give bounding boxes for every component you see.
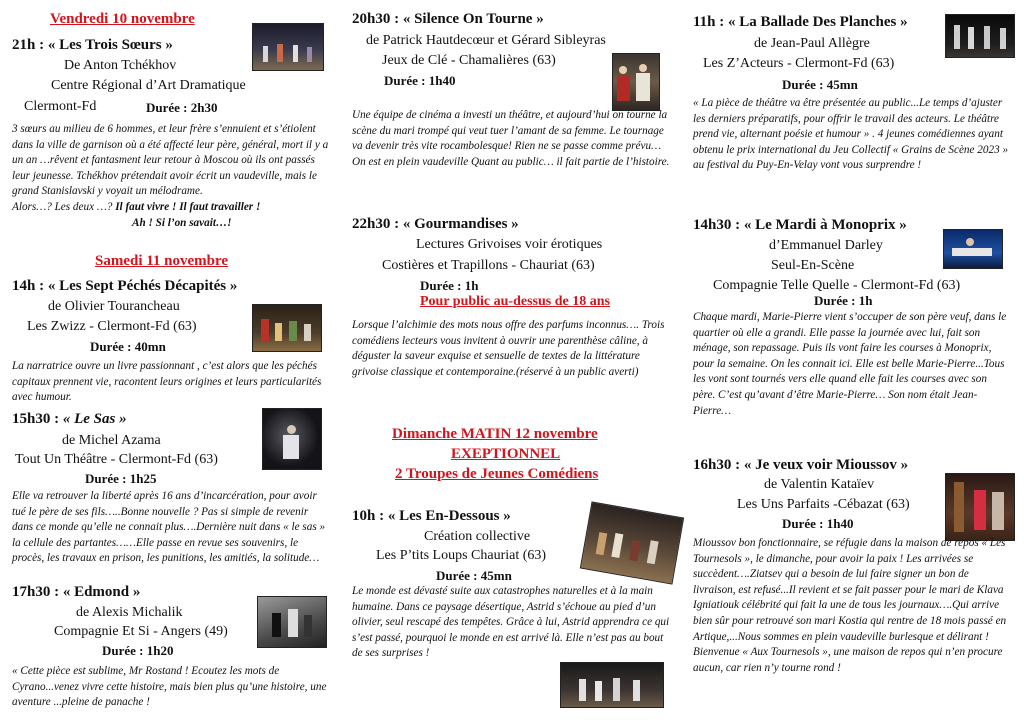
show-title: 17h30 : « Edmond » bbox=[12, 584, 141, 600]
show-company: Les Zwizz - Clermont-Fd (63) bbox=[27, 319, 197, 334]
show-author: de Patrick Hautdecœur et Gérard Sibleyras bbox=[366, 33, 606, 48]
show-company: Tout Un Théâtre - Clermont-Fd (63) bbox=[15, 452, 218, 467]
show-title: 14h30 : « Le Mardi à Monoprix » bbox=[693, 217, 907, 233]
photo-edmond bbox=[257, 596, 327, 648]
show-title: 14h : « Les Sept Péchés Décapités » bbox=[12, 278, 238, 294]
show-company: Centre Régional d’Art Dramatique bbox=[51, 78, 246, 93]
show-subtitle: Seul-En-Scène bbox=[771, 258, 855, 273]
show-company: Jeux de Clé - Chamalières (63) bbox=[382, 53, 556, 68]
show-subtitle: Création collective bbox=[424, 529, 531, 544]
show-duration: Durée : 40mn bbox=[90, 339, 166, 354]
photo-sept-peches bbox=[252, 304, 322, 352]
show-author: de Jean-Paul Allègre bbox=[754, 36, 870, 51]
photo-silence-on-tourne bbox=[612, 53, 660, 111]
show-description: Elle va retrouver la liberté après 16 ans d’incarcération, pour avoir tué le père de ses fils…..Bonne nouvelle ? Pas si simple de revenir dans ce monde qu’elle ne connait plus….Dernière nuit dans « le sas » la cellule des partantes……Elle passe en revue ses souvenirs, le procès, les travaux en prison, les punitions, les amitiés, la solitude… bbox=[12, 490, 326, 565]
troupes-label: 2 Troupes de Jeunes Comédiens bbox=[395, 466, 599, 482]
show-author: de Valentin Kataïev bbox=[764, 477, 875, 492]
show-duration: Durée : 2h30 bbox=[146, 100, 218, 115]
show-title: 10h : « Les En-Dessous » bbox=[352, 508, 511, 524]
show-title: 15h30 : « Le Sas » bbox=[12, 411, 127, 427]
photo-mardi-monoprix bbox=[943, 229, 1003, 269]
show-description: Une équipe de cinéma a investi un théâtre, et aujourd’hui on tourne la scène du mari trompé qui veut tuer l’amant de sa femme. Le tournage va devenir très vite rocambolesque! Rien ne se passe comme prévu…On est en plein vaudeville Quant au public… il fait partie de l’histoire. bbox=[352, 109, 670, 168]
show-title: 11h : « La Ballade Des Planches » bbox=[693, 14, 908, 30]
exceptional-label: EXEPTIONNEL bbox=[451, 446, 561, 462]
age-warning: Pour public au-dessus de 18 ans bbox=[420, 294, 610, 309]
saturday-header: Samedi 11 novembre bbox=[95, 253, 229, 269]
show-duration: Durée : 1h bbox=[814, 293, 873, 308]
show-duration: Durée : 45mn bbox=[436, 568, 512, 583]
show-company: Compagnie Telle Quelle - Clermont-Fd (63) bbox=[713, 278, 961, 293]
show-duration: Durée : 1h40 bbox=[782, 516, 854, 531]
show-company: Les Uns Parfaits -Cébazat (63) bbox=[737, 497, 910, 512]
show-author: d’Emmanuel Darley bbox=[769, 238, 883, 253]
show-subtitle: Lectures Grivoises voir érotiques bbox=[416, 237, 603, 252]
show-author: de Alexis Michalik bbox=[76, 605, 183, 620]
show-duration: Durée : 1h20 bbox=[102, 643, 174, 658]
show-duration: Durée : 1h25 bbox=[85, 471, 157, 486]
photo-mioussov bbox=[945, 473, 1015, 541]
show-title: 22h30 : « Gourmandises » bbox=[352, 216, 519, 232]
show-description: Le monde est dévasté suite aux catastrophes naturelles et à la main humaine. Dans ce paysage désertique, Astrid s’échoue au pied d’un olivier, seul rescapé des tempêtes. Grâce à lui, Astrid apprendra ce qui s’est passé, pourquoi le monde en est arrivé là. Elle n’est pas au bout de ses surprises ! bbox=[352, 585, 670, 660]
show-author: de Olivier Tourancheau bbox=[48, 299, 180, 314]
show-company: Compagnie Et Si - Angers (49) bbox=[54, 624, 228, 639]
show-description: Chaque mardi, Marie-Pierre vient s’occuper de son père veuf, dans le quartier où elle a grandi. Elle passe la journée avec lui, fait son ménage, son repassage. Puis ils vont faire les courses à Monoprix, pour la semaine. On les connait ici. Elle est belle Marie-Pierre...Tous les vont sont tournés vers elle quand elle fait les courses avec son père. C’est qu’avant d’être Marie-Pierre… Son nom était Jean-Pierre… bbox=[693, 311, 1007, 417]
show-description: « La pièce de théâtre va être présentée au public...Le temps d’ajuster les derniers préparatifs, pour offrir le travail des acteurs. Le théâtre prend vie, alternant poésie et humour » . 4 jeunes comédiennes ayant obtenu le prix international du Jeu Collectif « Grains de Scène 2023 » au festival du Puy-En-Velay vont vous surprendre ! bbox=[693, 97, 1009, 172]
show-description: La narratrice ouvre un livre passionnant , c’est alors que les péchés capitaux prennent vie, racontent leurs origines et leurs particularités avec humour. bbox=[12, 360, 322, 404]
show-company: Costières et Trapillons - Chauriat (63) bbox=[382, 258, 595, 273]
photo-ballade-planches bbox=[945, 14, 1015, 58]
sunday-header: Dimanche MATIN 12 novembre bbox=[392, 426, 598, 442]
show-author: De Anton Tchékhov bbox=[64, 58, 177, 73]
photo-le-sas bbox=[262, 408, 322, 470]
show-description: 3 sœurs au milieu de 6 hommes, et leur frère s’ennuient et s’étiolent dans la ville de garnison où a été affecté leur père, général, mort il y a un an …rêvent et fantasment leur retour à Moscou où ils ont passés leur jeunesse. Tchékhov prétendait avoir écrit un vaudeville, mais le grand Stanislavski y voyait un mélodrame. Alors…? Les deux …? Il faut vivre ! Il faut travailler ! Ah ! Si l’on savait…! bbox=[12, 123, 329, 229]
show-duration: Durée : 1h40 bbox=[384, 73, 456, 88]
show-duration: Durée : 1h bbox=[420, 278, 479, 293]
show-duration: Durée : 45mn bbox=[782, 77, 858, 92]
show-author: de Michel Azama bbox=[62, 433, 161, 448]
show-title: 16h30 : « Je veux voir Mioussov » bbox=[693, 457, 909, 473]
photo-les-en-dessous bbox=[580, 501, 684, 584]
show-company: Les P’tits Loups Chauriat (63) bbox=[376, 548, 547, 563]
show-title: 21h : « Les Trois Sœurs » bbox=[12, 37, 173, 53]
show-title: 20h30 : « Silence On Tourne » bbox=[352, 11, 544, 27]
friday-header: Vendredi 10 novembre bbox=[50, 11, 195, 27]
show-description: « Cette pièce est sublime, Mr Rostand ! Ecoutez les mots de Cyrano...venez vivre cette histoire, mais bien plus qu’une histoire, une aventure ...pleine de panache ! bbox=[12, 665, 327, 709]
show-description: Lorsque l’alchimie des mots nous offre des parfums inconnus…. Trois comédiens lecteurs vous invitent à ouvrir une parenthèse câline, à déguster la saveur exquise et sensuelle de textes de la littérature grivoise classique et contemporaine.(réservé à un public averti) bbox=[352, 319, 665, 378]
show-company: Les Z’Acteurs - Clermont-Fd (63) bbox=[703, 56, 895, 71]
photo-stage-troupe bbox=[560, 662, 664, 708]
show-city: Clermont-Fd bbox=[24, 99, 97, 114]
show-description: Mioussov bon fonctionnaire, se réfugie dans la maison de repos « Les Tournesols », le dimanche, pour avoir la paix ! Les arrivées se succèdent….Ziatsev qui a besoin de lui faire signer un bon de livraison, est refusé...Il revient et se fait passer pour le mari de Klava Igniatiouk célébrité qui fait la une de tous les journaux….Qui arrive bien sûr pour retrouvé son mari Kostia qui rentre de 18 mois passé en Artique,...Nous sommes en plein vaudeville burlesque et délirant ! Bienvenue « Aux Tournesols », une maison de repos qui n’en procure aucun, car rien n’y tourne rond ! bbox=[693, 537, 1007, 674]
photo-trois-soeurs bbox=[252, 23, 324, 71]
